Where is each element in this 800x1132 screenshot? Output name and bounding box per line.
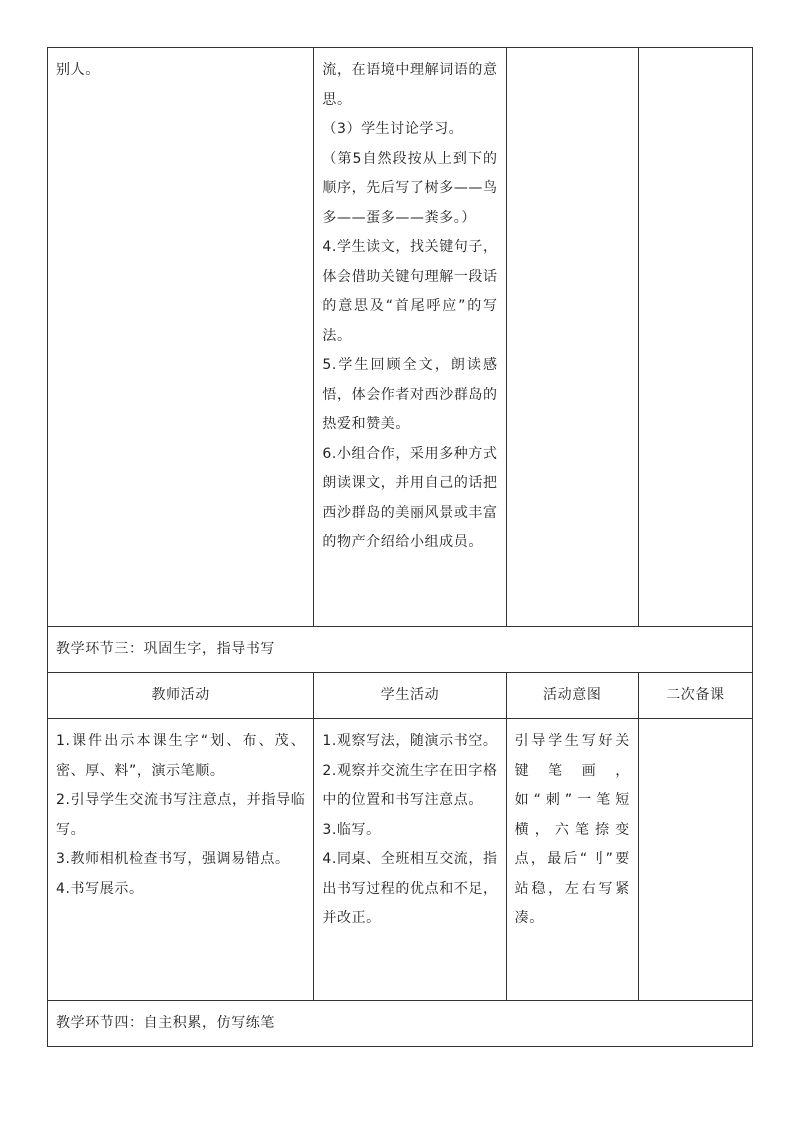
teacher-text: 4.书写展示。 — [56, 880, 144, 897]
student-text: 6.小组合作，采用多种方式朗读课文，并用自己的话把西沙群岛的美丽风景或丰富的物产介绍给小组成员。 — [322, 445, 498, 550]
header-student-activity: 学生活动 — [314, 673, 506, 719]
header-teacher-activity: 教师活动 — [48, 673, 314, 719]
student-text: 3.临写。 — [322, 821, 381, 838]
student-text: （第5自然段按从上到下的顺序，先后写了树多——鸟多——蛋多——粪多。） — [322, 150, 498, 226]
student-text: 4.学生读文，找关键句子，体会借助关键句理解一段话的意思及“首尾呼应”的写法。 — [322, 239, 498, 344]
revision-cell — [638, 48, 752, 627]
section-title: 教学环节三：巩固生字，指导书写 — [48, 627, 753, 673]
teacher-activity-cell — [48, 48, 314, 627]
header-second-preparation: 二次备课 — [638, 673, 752, 719]
section-title: 教学环节四：自主积累，仿写练笔 — [48, 1001, 753, 1047]
header-row — [48, 673, 753, 719]
section-row — [48, 1001, 753, 1047]
student-text: 4.同桌、全班相互交流，指出书写过程的优点和不足，并改正。 — [322, 851, 498, 926]
student-text: （3）学生讨论学习。 — [322, 121, 464, 137]
teacher-activity-cell — [48, 719, 314, 1001]
student-text: 5.学生回顾全文，朗读感悟，体会作者对西沙群岛的热爱和赞美。 — [322, 357, 498, 432]
student-activity-cell — [314, 719, 506, 1001]
revision-cell — [638, 719, 752, 1001]
student-activity-cell — [314, 48, 506, 627]
continued-activity-row — [48, 48, 753, 627]
student-text: 流，在语境中理解词语的意思。 — [322, 62, 498, 108]
header-activity-intent: 活动意图 — [506, 673, 638, 719]
teacher-text: 3.教师相机检查书写，强调易错点。 — [56, 851, 290, 867]
intent-text: 引导学生写好关键笔画，如“刺”一笔短横，六笔捺变点，最后“刂”要站稳，左右写紧凑。 — [514, 733, 630, 926]
student-text: 1.观察写法，随演示书空。 — [322, 733, 498, 749]
teacher-text: 别人。 — [56, 62, 100, 78]
intent-cell — [506, 719, 638, 1001]
section-row — [48, 627, 753, 673]
teacher-text: 2.引导学生交流书写注意点，并指导临写。 — [56, 792, 306, 838]
lesson-plan-table — [47, 47, 753, 1047]
intent-cell — [506, 48, 638, 627]
activity-row — [48, 719, 753, 1001]
teacher-text: 1.课件出示本课生字“划、布、茂、密、厚、料”，演示笔顺。 — [56, 733, 306, 779]
student-text: 2.观察并交流生字在田字格中的位置和书写注意点。 — [322, 762, 498, 808]
